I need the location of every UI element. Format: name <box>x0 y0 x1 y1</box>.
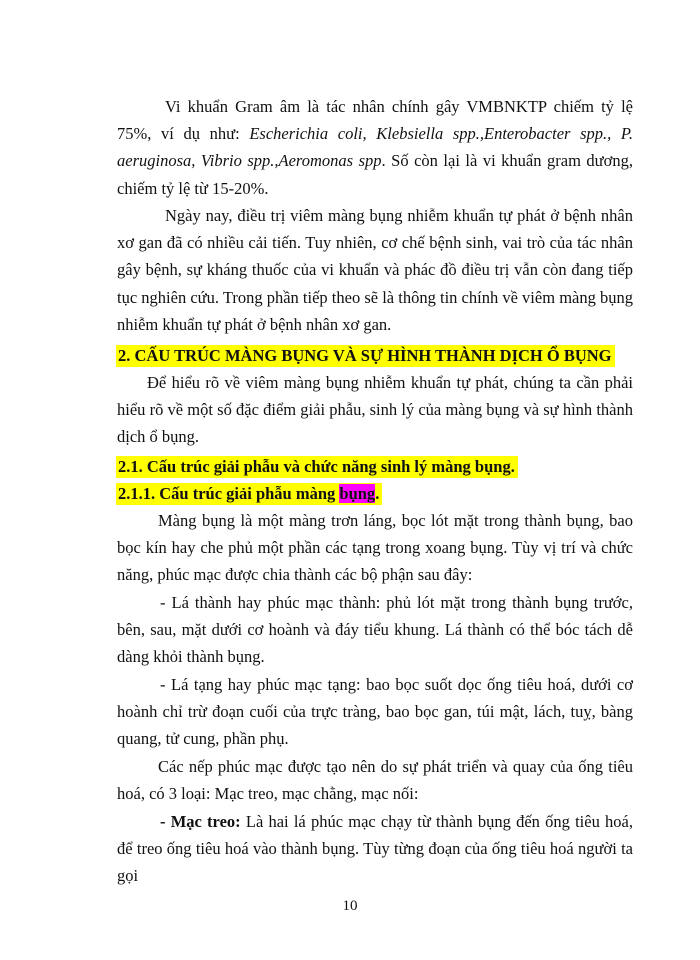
heading-period: . <box>375 484 380 503</box>
page-number: 10 <box>342 898 358 914</box>
paragraph-text-end: . Số còn lại là vi khuẩn gram dương, chiếm tỷ lệ từ 15-20%. <box>117 151 633 198</box>
paragraph-parietal-layer: - Lá thành hay phúc mạc thành: phủ lót mặt trong thành bụng trước, bên, sau, mặt dưới cơ hoành và đáy tiểu khung. Lá thành có thể bóc tách dễ dàng khỏi thành bụng. <box>117 593 633 667</box>
heading-section-2: 2. CẤU TRÚC MÀNG BỤNG VÀ SỰ HÌNH THÀNH DỊCH Ổ BỤNG <box>116 345 615 367</box>
paragraph-peritoneal-folds: Các nếp phúc mạc được tạo nên do sự phát triển và quay của ống tiêu hoá, có 3 loại: Mạc treo, mạc chằng, mạc nối: <box>117 757 633 804</box>
heading-section-2-1-1 <box>116 483 382 505</box>
paragraph-text: Là hai lá phúc mạc chạy từ thành bụng đến ống tiêu hoá, để treo ống tiêu hoá vào thành bụng. Tùy từng đoạn của ống tiêu hoá người ta gọi <box>117 812 633 886</box>
paragraph-mesentery <box>117 808 633 890</box>
paragraph-visceral-layer: - Lá tạng hay phúc mạc tạng: bao bọc suốt dọc ống tiêu hoá, dưới cơ hoành chỉ trừ đoạn cuối của trực tràng, bao bọc gan, túi mật, lách, tuỵ, bàng quang, tử cung, phần phụ. <box>117 675 633 749</box>
paragraph-peritoneum-definition: Màng bụng là một màng trơn láng, bọc lót mặt trong thành bụng, bao bọc kín hay che phủ một phần các tạng trong xoang bụng. Tùy vị trí và chức năng, phúc mạc được chia thành các bộ phận sau đây: <box>117 511 633 585</box>
paragraph-gram-negative <box>117 93 633 202</box>
term-mesentery: - Mạc treo: <box>160 812 241 831</box>
paragraph-treatment: Ngày nay, điều trị viêm màng bụng nhiễm khuẩn tự phát ở bệnh nhân xơ gan đã có nhiều cải tiến. Tuy nhiên, cơ chế bệnh sinh, vai trò của tác nhân gây bệnh, sự kháng thuốc của vi khuẩn và phác đồ điều trị vẫn còn đang tiếp tục nghiên cứu. Trong phần tiếp theo sẽ là thông tin chính về viêm màng bụng nhiễm khuẩn tự phát ở bệnh nhân xơ gan. <box>117 206 633 334</box>
paragraph-text: Vi khuẩn Gram âm là tác nhân chính gây VMBNKTP chiếm tỷ lệ 75%, ví dụ như: <box>117 97 633 144</box>
highlighted-word: bụng <box>339 484 376 503</box>
paragraph-intro-section-2: Để hiểu rõ về viêm màng bụng nhiễm khuẩn tự phát, chúng ta cần phải hiểu rõ về một số đặc điểm giải phẫu, sinh lý của màng bụng và sự hình thành dịch ổ bụng. <box>117 373 633 447</box>
heading-text: 2.1.1. Cấu trúc giải phẫu màng <box>118 484 340 503</box>
heading-section-2-1: 2.1. Cấu trúc giải phẫu và chức năng sinh lý màng bụng. <box>116 456 518 478</box>
bacteria-names: Escherichia coli, Klebsiella spp.,Enterobacter spp., P. aeruginosa, Vibrio spp.,Aeromonas spp <box>117 124 633 171</box>
